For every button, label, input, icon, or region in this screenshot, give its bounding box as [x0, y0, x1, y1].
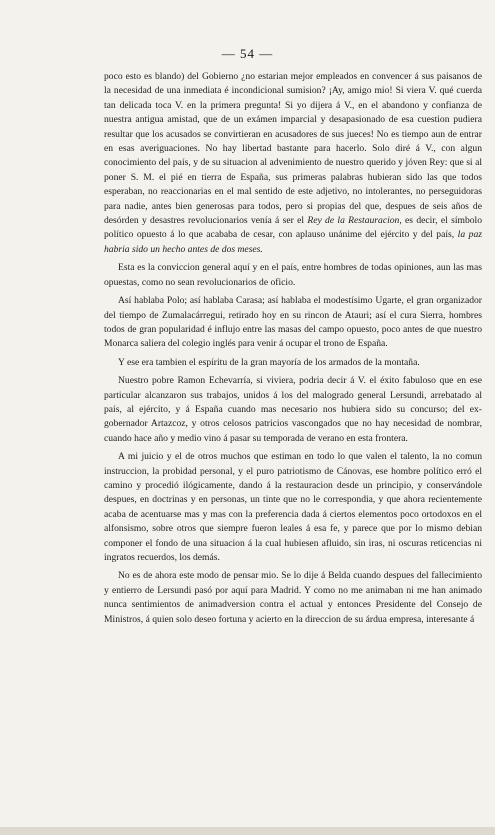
page-bottom-edge: [0, 827, 495, 835]
paragraph-text: Nuestro pobre Ramon Echevarría, si viviera, podria decir á V. el éxito fabuloso que en ese particular alcanzaron sus trabajos, unidos á los del malogrado general Lersundi, arrebatado al país, al ejército, y á España cuando mas necesario nos hubiera sido su concurso; del ex-gobernador Artazcoz, y otros celosos patricios vascongados que no hay necesidad de nombrar, cuando hace año y medio vino á pasar su temporada de verano en esta frontera.: [104, 375, 482, 444]
paragraph-3: [104, 294, 482, 352]
paragraph-2: [104, 261, 482, 290]
paragraph-text: , es decir, el símbolo político opuesto á lo que acababa de cesar, con aplauso unánime del ejército y del país,: [104, 215, 482, 241]
paragraph-text: Esta es la conviccion general aquí y en el país, entre hombres de todas opiniones, aun las mas opuestas, como no sean revolucionarios de oficio.: [104, 262, 482, 288]
italic-phrase: la paz habria sido un hecho antes de dos meses.: [104, 229, 482, 255]
italic-phrase: Rey de la Restauracion: [307, 215, 400, 227]
paragraph-4: [104, 356, 482, 370]
page-number: — 54 —: [221, 46, 274, 61]
paragraph-7: [104, 569, 482, 627]
paragraph-1: [104, 70, 482, 257]
body-text: [104, 70, 482, 631]
paragraph-text: No es de ahora este modo de pensar mio. Se lo dije á Belda cuando despues del fallecimiento y entierro de Lersundi pasó por aquí para Madrid. Y como no me animaban ni me han animado nunca sentimientos de animadversion contra el actual y entonces Presidente del Consejo de Ministros, á quien solo deseo fortuna y acierto en la direccion de su árdua empresa, interesante á: [104, 570, 482, 625]
paragraph-text: Y ese era tambien el espíritu de la gran mayoría de los armados de la montaña.: [118, 356, 420, 368]
paragraph-text: A mi juicio y el de otros muchos que estiman en todo lo que valen el talento, la no comun instruccion, la probidad personal, y el puro patriotismo de Cánovas, ese hombre político erró el camino y procedió ilógicamente, dando á la restauracion desde un principio, y conservándole despues, en doctrinas y en personas, un tinte que no le correspondia, y que ahora recientemente acaba de acentuarse mas y mas con la preferencia dada á ciertos elementos poco ortodoxos en el alfonsismo, sobre otros que siempre fueron leales á esa fe, y parece que por lo mismo debian componer el fondo de una situacion á la cual hubiesen afluido, sin iras, ni oscuras reticencias ni ingratos recuerdos, los demás.: [104, 451, 482, 563]
paragraph-text: poco esto es blando) del Gobierno ¿no estarian mejor empleados en convencer á sus paisanos de la necesidad de una inmediata é incondicional sumision? ¡Ay, amigo mio! Si viera V. qué cuerda tan delicada toca V. en la primera pregunta! Si yo dijera á V., en el abandono y confianza de nuestra antigua amistad, que de un exámen imparcial y desapasionado de esa cuestion pudiera resultar que los acusados se convirtieran en acusadores de sus jueces! No es tiempo aun de entrar en esas averiguaciones. No hay libertad bastante para hacerlo. Solo diré á V., con algun conocimiento del país, y de su situacion al advenimiento de nuestro querido y jóven Rey: que si al poner S. M. el pié en tierra de España, sus primeras palabras hubieran sido las que todos esperaban, no reaccionarias en el mal sentido de este adjetivo, no intolerantes, no perseguidoras para nadie, antes bien generosas para todos, pero si propias del que, despues de seis años de desórden y desastres revolucionarios venía á ser el: [104, 71, 482, 227]
paragraph-6: [104, 450, 482, 565]
paragraph-text: Así hablaba Polo; así hablaba Carasa; así hablaba el modestísimo Ugarte, el gran organizador del tiempo de Zumalacárregui, retirado hoy en su rincon de Atauri; así el cura Sierra, hombres todos de gran popularidad é influjo entre las masas del campo opuesto, poco antes de que nuestro Monarca saliera del colegio inglés para venir á ocupar el trono de España.: [104, 295, 482, 350]
paragraph-5: [104, 374, 482, 446]
